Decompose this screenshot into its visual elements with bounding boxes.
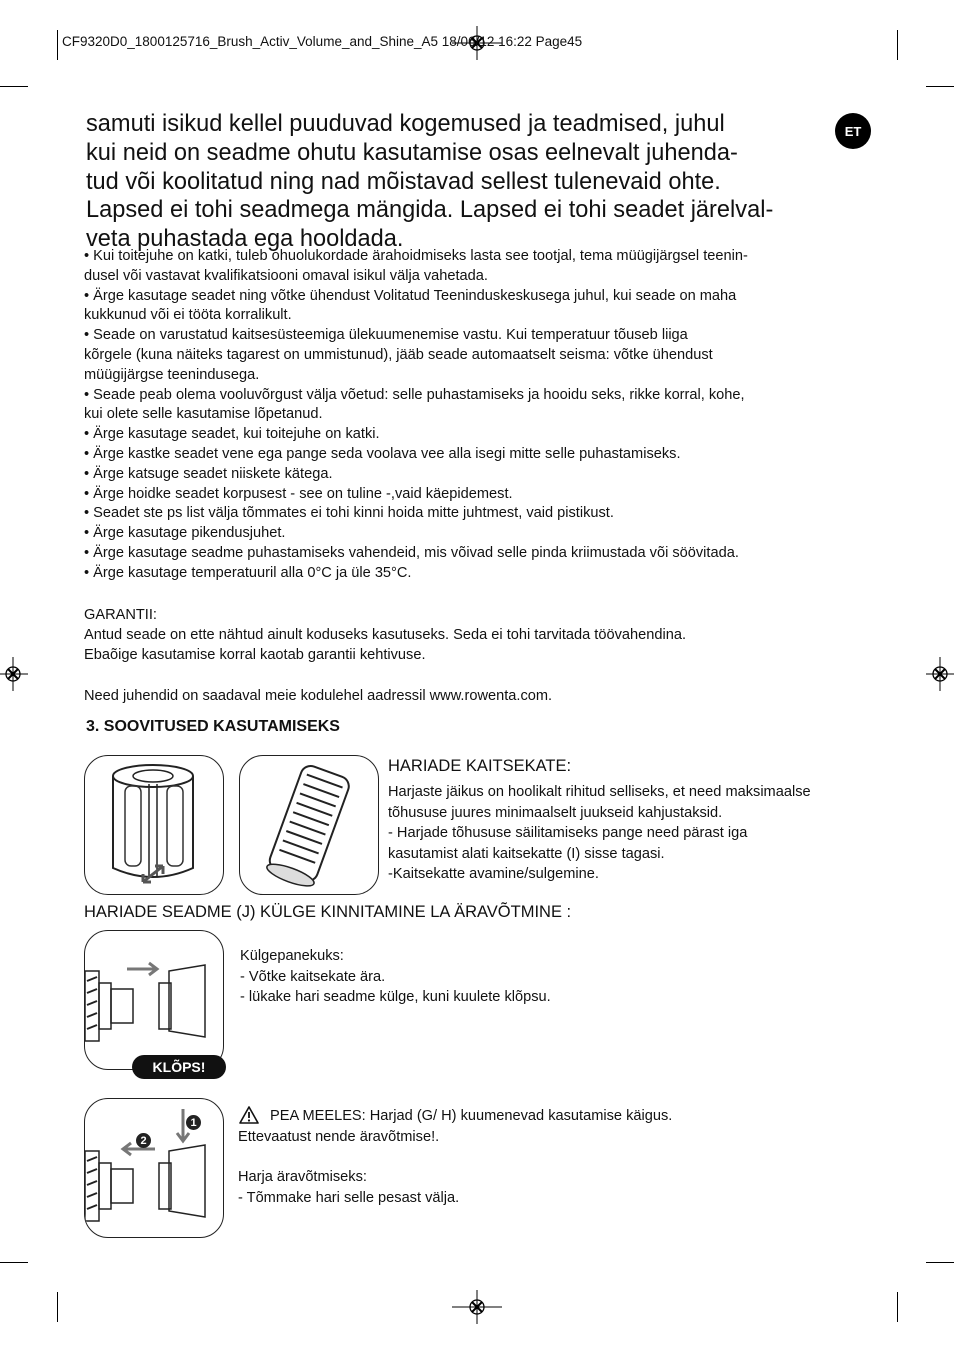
crop-mark (0, 86, 28, 87)
safety-list (84, 247, 864, 584)
intro-line: tud või koolitatud ning nad mõistavad sellest tulenevaid ohte. (86, 168, 721, 195)
list-item: müügijärgse teenindusega. (84, 366, 260, 383)
intro-line: veta puhastada ega hooldada. (86, 226, 404, 253)
list-item: • Kui toitejuhe on katki, tuleb ohuolukordade ärahoidmiseks lasta see tootjal, tema müügijärgsel teenin- (84, 248, 748, 264)
registration-mark-icon (452, 1290, 502, 1324)
cover-heading: HARIADE KAITSEKATE: (388, 757, 572, 775)
attach-heading: HARIADE SEADME (J) KÜLGE KINNITAMINE LA ÄRAVÕTMINE : (84, 903, 572, 921)
crop-mark (897, 30, 898, 60)
intro-line: kui neid on seadme ohutu kasutamise osas eelnevalt juhenda- (86, 139, 738, 166)
crop-mark (57, 1292, 58, 1322)
list-item: • Ärge katsuge seadet niiskete kätega. (84, 465, 333, 482)
remove-line: Harja äravõtmiseks: (238, 1169, 367, 1185)
print-header: CF9320D0_1800125716_Brush_Activ_Volume_and_Shine_A5 18/06/12 16:22 Page45 (62, 34, 583, 49)
list-item: • Seadet ste ps list välja tõmmates ei tohi kinni hoida mitte juhtmest, vaid pistikust. (84, 505, 614, 522)
list-item: • Seade on varustatud kaitsesüsteemiga ülekuumenemise vastu. Kui temperatuur tõuseb liiga (84, 327, 688, 344)
attach-line: Külgepanekuks: (240, 948, 344, 964)
cover-open-illustration (239, 755, 379, 895)
attach-line: - lükake hari seadme külge, kuni kuulete klõpsu. (240, 989, 551, 1005)
remove-brush-icon (85, 1099, 222, 1236)
warranty-text: Antud seade on ette nähtud ainult koduseks kasutuseks. Seda ei tohi tarvitada töövahendina. (84, 627, 687, 643)
attach-line: - Võtke kaitsekate ära. (240, 968, 386, 985)
list-item: kõrgele (kuna näiteks tagarest on ummistunud), jääb seade automaatselt seisma: võtke ühendust (84, 346, 713, 363)
step-one-badge: 1 (186, 1115, 201, 1130)
warranty-title: GARANTII: (84, 607, 157, 623)
intro-line: samuti isikud kellel puuduvad kogemused ja teadmised, juhul (86, 111, 725, 137)
remove-line: - Tõmmake hari selle pesast välja. (238, 1189, 460, 1206)
click-label: KLÕPS! (132, 1055, 226, 1079)
website-note: Need juhendid on saadaval meie kodulehel aadressil www.rowenta.com. (84, 688, 553, 704)
cover-line: -Kaitsekatte avamine/sulgemine. (388, 866, 599, 882)
warning-text: PEA MEELES: Harjad (G/ H) kuumenevad kasutamise käigus. (270, 1108, 673, 1124)
list-item: • Ärge kasutage seadet, kui toitejuhe on katki. (84, 426, 380, 443)
cover-closed-illustration (84, 755, 224, 895)
step-two-badge: 2 (136, 1133, 151, 1148)
attach-text (240, 946, 740, 1008)
crop-mark (0, 1262, 28, 1263)
crop-mark (926, 1262, 954, 1263)
list-item: kui olete selle kasutamise lõpetanud. (84, 406, 323, 423)
section-title: 3. SOOVITUSED KASUTAMISEKS (86, 718, 340, 735)
crop-mark (57, 30, 58, 60)
list-item: • Ärge kasutage seadme puhastamiseks vahendeid, mis võivad selle pinda kriimustada või söövitada. (84, 544, 739, 561)
cover-line: - Harjade tõhususe säilitamiseks pange need pärast iga (388, 825, 748, 841)
intro-paragraph (86, 110, 856, 254)
round-brush-icon (240, 756, 377, 893)
remove-text (238, 1106, 798, 1208)
list-item: • Ärge kasutage temperatuuril alla 0°C ja üle 35°C. (84, 564, 412, 581)
list-item: • Ärge kasutage pikendusjuhet. (84, 525, 286, 542)
list-item: dusel või vastavat kvalifikatsiooni omaval isikul välja vahetada. (84, 267, 488, 284)
list-item: • Ärge kastke seadet vene ega pange seda voolava vee alla isegi mitte selle puhastamiseks. (84, 445, 681, 462)
attach-illustration (84, 930, 224, 1070)
cover-line: tõhususe juures minimaalselt juukseid kahjustaksid. (388, 804, 723, 821)
cover-line: Harjaste jäikus on hoolikalt rihitud selliseks, et need maksimaalse (388, 784, 811, 800)
remove-illustration (84, 1098, 224, 1238)
list-item: • Ärge kasutage seadet ning võtke ühendust Volitatud Teeninduskeskusega juhul, kui seade on maha (84, 287, 737, 304)
crop-mark (897, 1292, 898, 1322)
attach-brush-icon (85, 931, 222, 1068)
warning-text: Ettevaatust nende äravõtmise!. (238, 1128, 440, 1145)
list-item: • Ärge hoidke seadet korpusest - see on tuline -,vaid käepidemest. (84, 485, 513, 502)
brush-cover-icon (85, 756, 222, 893)
registration-mark-icon (0, 657, 28, 691)
crop-mark (926, 86, 954, 87)
warranty-text: Ebaõige kasutamise korral kaotab garantii kehtivuse. (84, 647, 426, 663)
cover-text (388, 782, 888, 885)
language-badge: ET (835, 113, 871, 149)
list-item: • Seade peab olema vooluvõrgust välja võetud: selle puhastamiseks ja hooidu seks, rikke korral, kohe, (84, 386, 745, 403)
intro-line: Lapsed ei tohi seadmega mängida. Lapsed ei tohi seadet järelval- (86, 197, 774, 224)
cover-line: kasutamist alati kaitsekatte (I) sisse tagasi. (388, 845, 665, 862)
list-item: kukkunud või ei tööta korralikult. (84, 307, 292, 324)
registration-mark-icon (926, 657, 954, 691)
